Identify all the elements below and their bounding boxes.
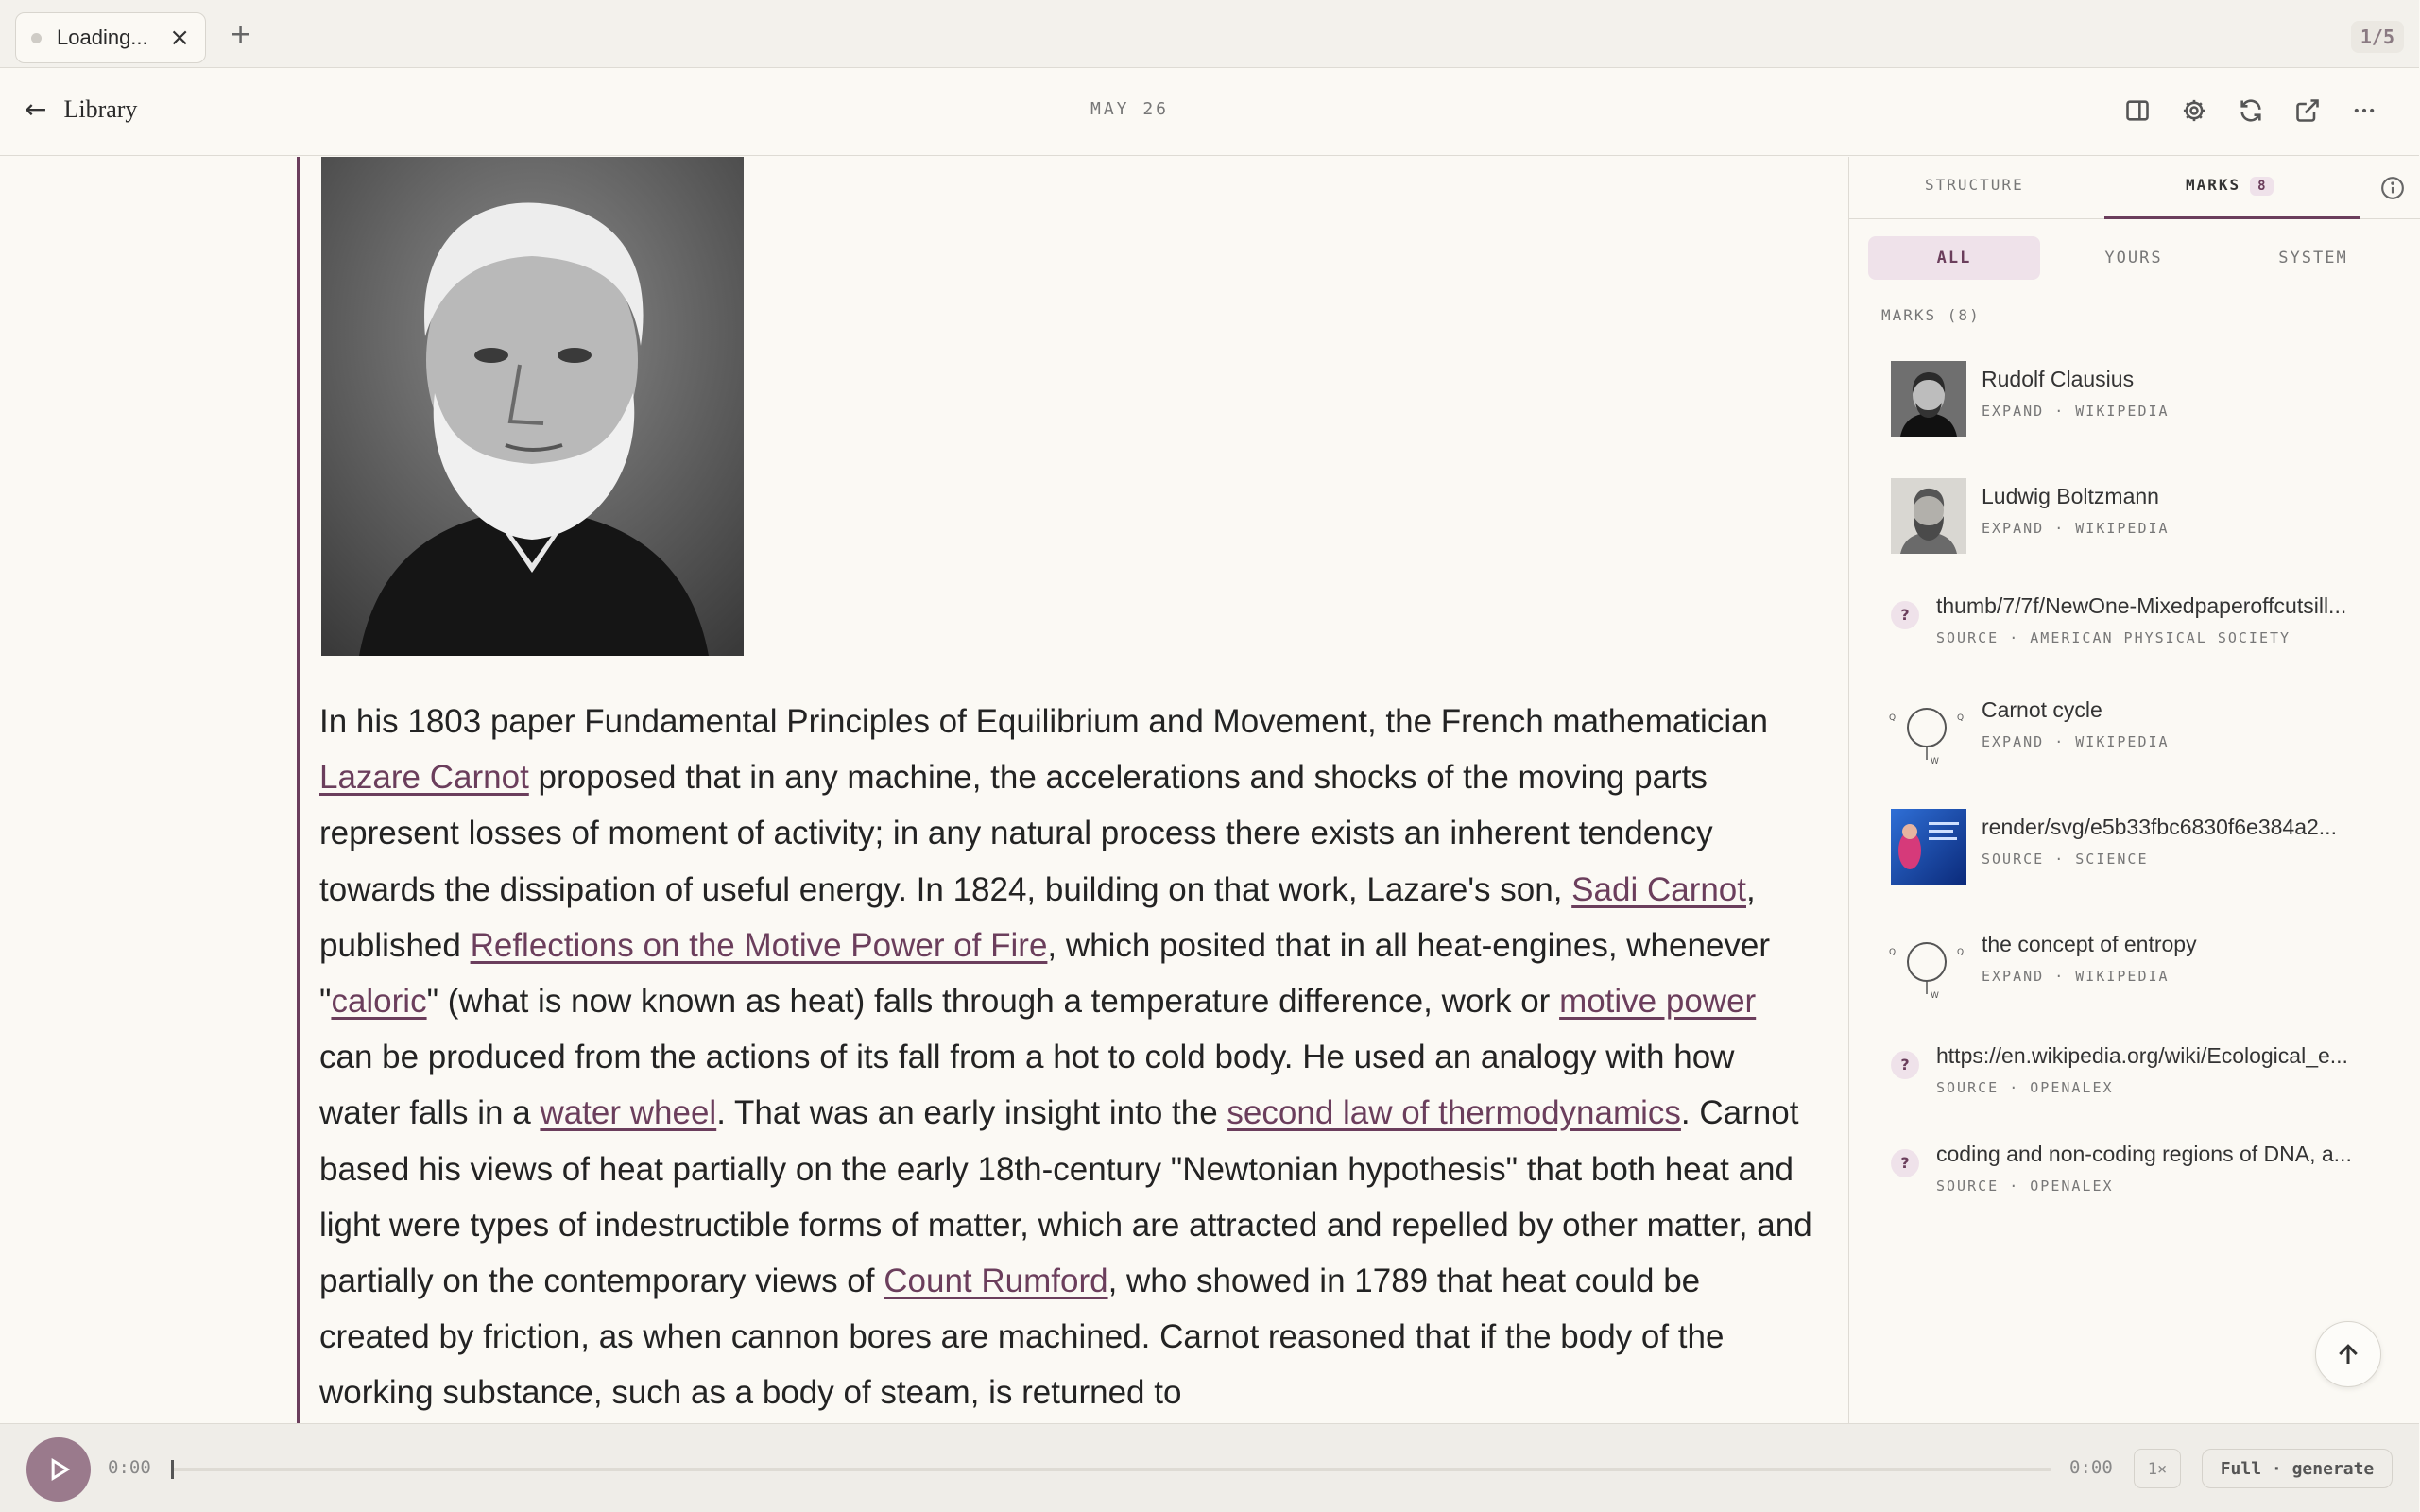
article-text-run: , which posited that in all heat-engines, whenever " [319, 926, 1771, 1021]
mark-meta: EXPAND · WIKIPEDIA [1982, 520, 2170, 537]
article-text-run: . That was an early insight into the [716, 1094, 1227, 1132]
article-link[interactable]: second law of thermodynamics [1227, 1094, 1681, 1132]
cycle-diagram-thumbnail [1887, 928, 1963, 1004]
mark-item[interactable] [1891, 1043, 2401, 1100]
mark-title: coding and non-coding regions of DNA, a... [1936, 1142, 2352, 1166]
mark-item[interactable] [1891, 1142, 2401, 1198]
audio-player [0, 1423, 2419, 1512]
article-link[interactable]: Reflections on the Motive Power of Fire [470, 926, 1048, 964]
svg-text:Q: Q [1957, 948, 1965, 957]
mark-item[interactable] [1891, 361, 2401, 442]
tab-strip [0, 0, 2419, 68]
mark-title: Ludwig Boltzmann [1982, 484, 2159, 508]
mark-title: render/svg/e5b33fbc6830f6e384a2... [1982, 815, 2337, 839]
article-body [0, 157, 1847, 1423]
playback-speed-button[interactable]: 1× [2134, 1449, 2181, 1488]
article-text-run: proposed that in any machine, the accelerations and shocks of the moving parts represent losses of moment of activity; in any natural process there exists an inherent tendency towards the dissipation of useful energy. In 1824, building on that work, Lazare's son, [319, 759, 1713, 908]
article-text-run: In his 1803 paper Fundamental Principles of Equilibrium and Movement, the French mathematician [319, 703, 1769, 740]
scroll-to-top-button[interactable] [2315, 1321, 2381, 1387]
cycle-diagram-thumbnail [1887, 694, 1963, 769]
svg-text:W: W [1931, 991, 1939, 1001]
mark-meta: SOURCE · OPENALEX [1936, 1177, 2114, 1194]
marks-count-badge: 8 [2250, 177, 2273, 196]
unknown-source-icon: ? [1891, 1051, 1919, 1079]
article-link[interactable]: Lazare Carnot [319, 759, 529, 797]
svg-text:Q: Q [1889, 948, 1897, 957]
info-icon[interactable] [2380, 176, 2405, 200]
filter-all[interactable]: ALL [1868, 236, 2040, 280]
marks-filter [1868, 236, 2401, 280]
article-link[interactable]: Sadi Carnot [1571, 870, 1746, 908]
mark-item[interactable] [1891, 926, 2401, 1007]
mark-meta: EXPAND · WIKIPEDIA [1982, 968, 2170, 985]
article-date: MAY 26 [1090, 99, 1170, 119]
gear-icon[interactable] [2177, 94, 2211, 128]
tab-marks-label: MARKS [2186, 176, 2241, 194]
browser-tab[interactable] [15, 12, 206, 63]
play-icon [45, 1456, 72, 1483]
portrait-thumbnail [1891, 361, 1966, 437]
time-current: 0:00 [108, 1457, 151, 1478]
generate-mode-button[interactable]: Full · generate [2202, 1449, 2393, 1488]
article-paragraph [319, 694, 1812, 1421]
new-tab-button[interactable]: + [229, 18, 253, 51]
article-link[interactable]: motive power [1559, 983, 1757, 1021]
section-marker-bar [297, 157, 300, 1423]
unknown-source-icon: ? [1891, 1149, 1919, 1177]
mark-title: thumb/7/7f/NewOne-Mixedpaperoffcutsill... [1936, 593, 2347, 618]
article-link[interactable]: Count Rumford [884, 1263, 1108, 1300]
active-tab-indicator [2104, 216, 2360, 219]
article-link[interactable]: caloric [331, 983, 427, 1021]
article-text-run: can be produced from the actions of its fall from a hot to cold body. He used an analogy with how water falls in a [319, 1039, 1735, 1132]
svg-text:W: W [1931, 757, 1939, 766]
arrow-up-icon [2334, 1340, 2362, 1368]
refresh-icon[interactable] [2234, 94, 2268, 128]
svg-text:Q: Q [1889, 713, 1897, 723]
progress-track[interactable] [171, 1468, 2051, 1471]
tab-title: Loading... [57, 26, 148, 49]
unknown-source-icon: ? [1891, 601, 1919, 629]
tab-marks[interactable] [2186, 176, 2274, 196]
mark-item[interactable] [1891, 692, 2401, 773]
journal-cover-thumbnail [1891, 809, 1966, 885]
more-icon[interactable] [2347, 94, 2381, 128]
arrow-left-icon: ← [25, 94, 47, 125]
mark-meta: SOURCE · SCIENCE [1982, 850, 2149, 868]
filter-system[interactable]: SYSTEM [2278, 249, 2348, 267]
split-view-icon[interactable] [2120, 94, 2154, 128]
close-icon[interactable]: × [169, 24, 190, 52]
mark-meta: EXPAND · WIKIPEDIA [1982, 403, 2170, 420]
loading-dot-icon [31, 33, 42, 43]
svg-text:Q: Q [1957, 713, 1965, 723]
back-label: Library [63, 95, 138, 123]
mark-title: https://en.wikipedia.org/wiki/Ecological_e... [1936, 1043, 2348, 1068]
header-actions [2120, 94, 2381, 128]
side-panel [1848, 157, 2419, 1423]
filter-yours[interactable]: YOURS [2104, 249, 2163, 267]
article-text-run: " (what is now known as heat) falls through a temperature difference, work or [426, 983, 1560, 1021]
marks-heading: MARKS (8) [1881, 306, 1981, 324]
article-text-run: , published [319, 870, 1756, 964]
reader-header [0, 69, 2419, 156]
article-text-run: , who showed in 1789 that heat could be created by friction, as when cannon bores are machined. Carnot reasoned that if the body of the working substance, such as a body of steam, is returned to [319, 1263, 1725, 1412]
mark-meta: SOURCE · OPENALEX [1936, 1079, 2114, 1096]
portrait-thumbnail [1891, 478, 1966, 554]
play-button[interactable] [26, 1437, 91, 1502]
article-text-run: . Carnot based his views of heat partially on the early 18th-century "Newtonian hypothesis" that both heat and light were types of indestructible forms of matter, which are attracted and repelled by other matter, and partially on the contemporary views of [319, 1094, 1812, 1300]
panel-tabs [1849, 157, 2420, 219]
mark-meta: EXPAND · WIKIPEDIA [1982, 733, 2170, 750]
portrait-image[interactable] [321, 157, 744, 656]
mark-item[interactable] [1891, 478, 2401, 559]
time-total: 0:00 [2069, 1457, 2113, 1478]
mark-item[interactable] [1891, 809, 2401, 890]
tab-counter: 1/5 [2351, 21, 2404, 53]
mark-title: the concept of entropy [1982, 932, 2197, 956]
mark-title: Rudolf Clausius [1982, 367, 2135, 391]
mark-item[interactable] [1891, 593, 2401, 650]
progress-handle[interactable] [171, 1460, 174, 1479]
tab-structure[interactable]: STRUCTURE [1925, 176, 2024, 194]
external-link-icon[interactable] [2291, 94, 2325, 128]
article-link[interactable]: water wheel [540, 1094, 717, 1132]
back-to-library-button[interactable] [25, 95, 137, 124]
mark-title: Carnot cycle [1982, 697, 2102, 722]
mark-meta: SOURCE · AMERICAN PHYSICAL SOCIETY [1936, 629, 2291, 646]
